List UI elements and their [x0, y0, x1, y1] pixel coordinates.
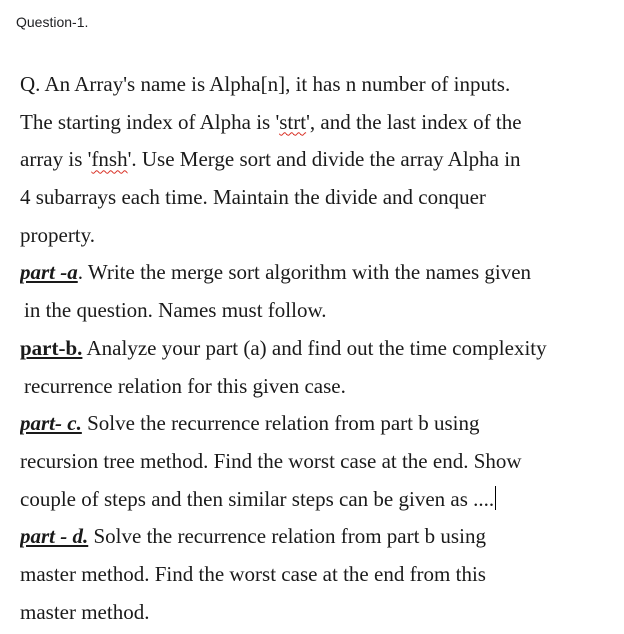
question-text: The starting index of Alpha is ': [20, 109, 280, 134]
part-d-line-2: [20, 556, 620, 594]
spellcheck-word[interactable]: strt: [279, 109, 307, 134]
text-cursor: [495, 486, 496, 510]
question-text: ', and the last index of the: [306, 109, 522, 134]
part-a-line-2: [20, 292, 620, 330]
part-c-label: part- c.: [20, 411, 82, 436]
part-d-line-3: [20, 594, 620, 632]
question-text: property.: [20, 222, 96, 247]
part-c-line-3: [20, 481, 620, 519]
part-d-text: master method.: [20, 599, 150, 624]
question-line-4: [20, 179, 620, 217]
part-a-label: part -a: [20, 260, 78, 285]
question-text: array is ': [20, 147, 92, 172]
question-text: Q. An Array's name is Alpha[n], it has n number of inputs.: [20, 72, 511, 96]
part-b-text: recurrence relation for this given case.: [24, 373, 346, 398]
part-d-line-1: [20, 518, 620, 556]
question-text: '. Use Merge sort and divide the array Alpha in: [127, 147, 521, 172]
part-c-text: Solve the recurrence relation from part b using: [81, 411, 480, 436]
part-a-text: in the question. Names must follow.: [24, 298, 327, 323]
part-c-text: recursion tree method. Find the worst case at the end. Show: [20, 448, 522, 473]
part-d-text: master method. Find the worst case at the end from this: [20, 561, 486, 586]
question-text: 4 subarrays each time. Maintain the divide and conquer: [20, 185, 486, 210]
part-b-text: Analyze your part (a) and find out the time complexity: [82, 335, 547, 360]
question-document: [20, 66, 620, 631]
page-title: Question-1.: [16, 14, 89, 30]
part-c-text: couple of steps and then similar steps can be given as ....: [20, 486, 495, 511]
part-b-label: part-b.: [20, 335, 83, 360]
part-b-line-2: [20, 368, 620, 406]
question-line-3: [20, 141, 620, 179]
part-d-text: Solve the recurrence relation from part b using: [88, 524, 486, 549]
part-c-line-1: [20, 405, 620, 443]
spellcheck-word[interactable]: fnsh: [91, 147, 128, 172]
part-d-label: part - d.: [20, 524, 89, 549]
question-line-5: [20, 217, 620, 255]
part-a-text: . Write the merge sort algorithm with the names given: [77, 260, 532, 285]
question-line-2: [20, 104, 620, 142]
question-line-1: [20, 66, 620, 104]
part-a-line-1: [20, 254, 620, 292]
part-b-line-1: [20, 330, 620, 368]
part-c-line-2: [20, 443, 620, 481]
